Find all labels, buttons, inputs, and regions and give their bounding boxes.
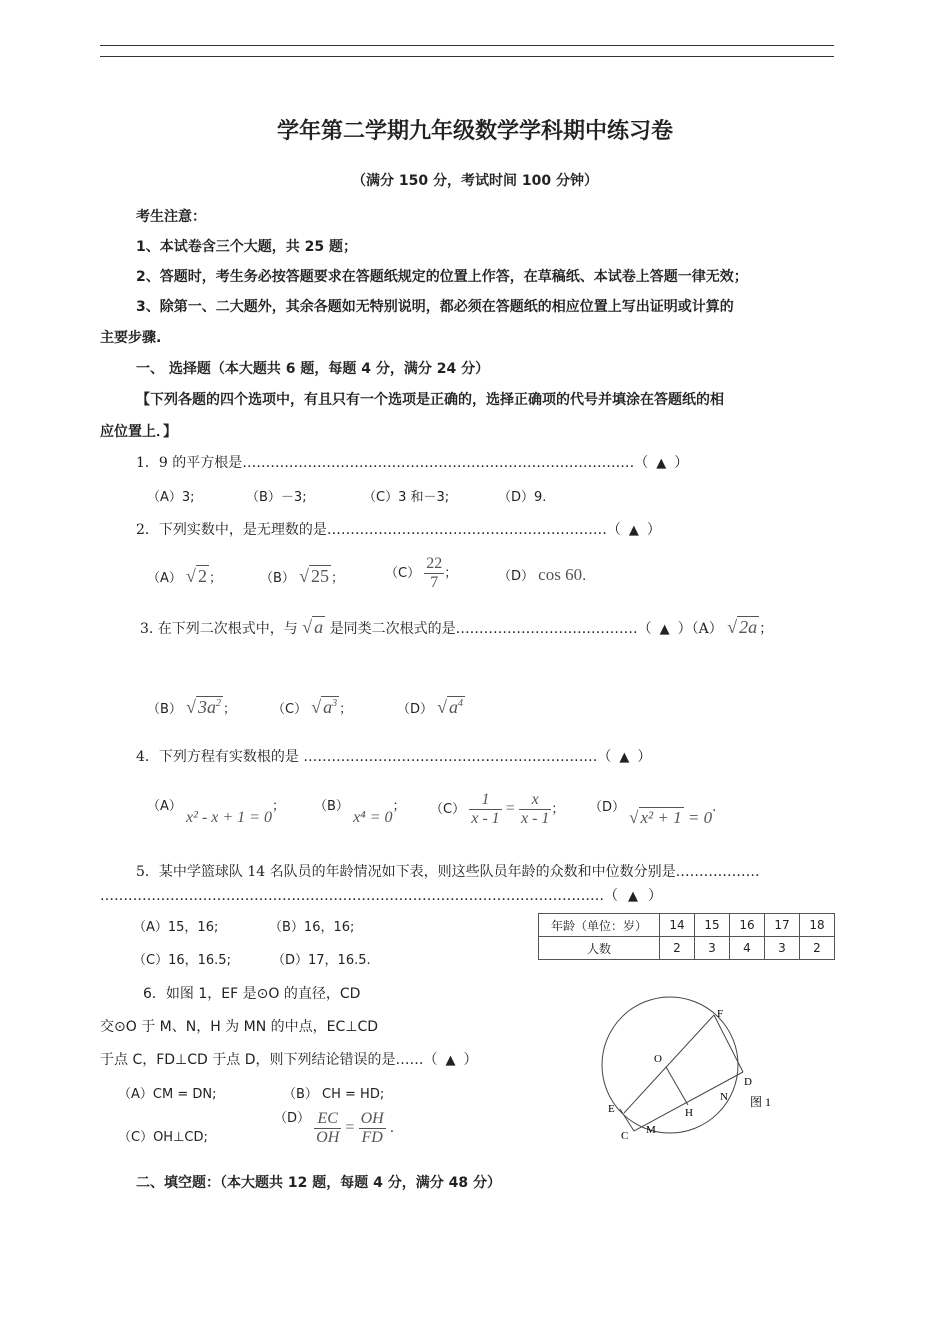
radicand: a <box>449 697 459 717</box>
age-table <box>538 913 835 960</box>
numerator: EC <box>314 1110 341 1129</box>
option-label: （C） <box>385 566 421 581</box>
separator: ； <box>330 571 344 586</box>
answer-mark: ▲ <box>445 1053 456 1068</box>
q2-stem: 2．下列实数中，是无理数的是……………………………………………………（ <box>136 522 621 538</box>
option-label: （B） <box>314 799 349 814</box>
table-cell: 3 <box>695 937 730 960</box>
denominator: x - 1 <box>471 810 500 827</box>
exponent: 2 <box>215 698 221 709</box>
table-row <box>539 914 835 937</box>
point-label: F <box>717 1008 724 1020</box>
q5-stem-2: ………………………………………………………………………………………………（ <box>100 888 618 904</box>
q3-option-d: （D） √ $a^4$ <box>397 697 464 717</box>
q5-option-b: （B）16，16; <box>269 920 355 935</box>
page-subtitle: （满分 150 分，考试时间 100 分钟） <box>352 173 598 189</box>
radicand: x² + 1 <box>640 808 682 827</box>
option-label: （D） <box>397 702 434 717</box>
q3-option-c: （C） √ $a^3$ ； <box>272 697 353 717</box>
separator: ； <box>392 799 406 814</box>
exponent: 3 <box>332 698 338 709</box>
question-stem <box>136 519 661 539</box>
notice-item: 主要步骤. <box>100 330 162 346</box>
point-label: E <box>608 1103 615 1115</box>
q6-option-a: （A）CM = DN; <box>118 1087 217 1102</box>
section-instruction: 应位置上．】 <box>100 424 177 440</box>
q6-option-b: （B） CH = HD; <box>283 1087 385 1102</box>
table-cell: 17 <box>765 914 800 937</box>
separator: ； <box>551 802 565 817</box>
q4-option-b <box>314 795 406 826</box>
q2-option-c <box>385 555 457 592</box>
segment-ec <box>620 1109 634 1131</box>
table-row-header: 年龄（单位：岁） <box>539 914 660 937</box>
q6-option-d <box>274 1110 394 1147</box>
q4-stem: 4．下列方程有实数根的是 ………………………………………………………（ <box>136 749 612 765</box>
denominator: OH <box>316 1129 340 1146</box>
option-label: （D） <box>274 1111 311 1126</box>
numerator: OH <box>360 1110 384 1127</box>
radicand: 3a <box>197 697 216 717</box>
radicand: 2 <box>197 566 207 586</box>
segment-oh <box>666 1067 688 1105</box>
question-stem <box>100 1049 478 1069</box>
q5-option-a: （A）15，16; <box>133 920 219 935</box>
denominator: 7 <box>430 574 439 591</box>
table-cell: 3 <box>765 937 800 960</box>
q5-option-d: （D）17，16.5. <box>272 953 371 968</box>
option-label: （B） <box>147 702 182 717</box>
section-title: 二、填空题：（本大题共 12 题，每题 4 分，满分 48 分） <box>136 1175 501 1191</box>
math-expression: x² - x + 1 = 0 <box>186 809 272 826</box>
q1-option-a: （A）3; <box>147 490 195 505</box>
separator: ； <box>271 799 285 814</box>
question-stem <box>100 885 662 905</box>
radicand: a <box>323 697 333 717</box>
q3-option-b: （B） √ $3a^2$ ； <box>147 697 236 717</box>
table-row-header: 人数 <box>539 937 660 960</box>
denominator: x - 1 <box>520 810 550 827</box>
question-stem: 交⊙O 于 M、N，H 为 MN 的中点，EC⊥CD <box>100 1019 379 1035</box>
q5-close: ） <box>648 888 662 904</box>
section-instruction: 【下列各题的四个选项中，有且只有一个选项是正确的，选择正确项的代号并填涂在答题纸的相 <box>136 392 724 408</box>
diameter-ef <box>624 1015 714 1113</box>
separator: . <box>582 569 587 584</box>
point-label: O <box>654 1053 662 1065</box>
separator: ； <box>339 702 353 717</box>
q6-stem-3: 于点 C，FD⊥CD 于点 D，则下列结论错误的是……（ <box>100 1052 438 1068</box>
equals-sign: = <box>505 800 515 817</box>
point-label: C <box>621 1130 629 1142</box>
q1-option-d: （D）9. <box>498 490 547 505</box>
equals-sign: = <box>345 1119 355 1136</box>
table-cell: 15 <box>695 914 730 937</box>
notice-item: 1、本试卷含三个大题，共 25 题； <box>136 239 357 255</box>
header-rule-top <box>100 45 834 46</box>
table-cell: 16 <box>730 914 765 937</box>
option-label: （B） <box>260 571 295 586</box>
q1-close: ） <box>674 455 689 471</box>
math-expression: = 0 <box>687 808 713 827</box>
option-label: （C） <box>430 802 466 817</box>
numerator: 22 <box>426 555 443 572</box>
table-cell: 14 <box>660 914 695 937</box>
table-cell: 2 <box>660 937 695 960</box>
denominator: FD <box>361 1129 383 1146</box>
q3-close: ）（A） <box>677 621 723 637</box>
table-cell: 4 <box>730 937 765 960</box>
option-label: （D） <box>589 800 626 815</box>
q2-option-a: （A） √ 2 ； <box>147 566 222 586</box>
numerator: x <box>519 791 551 810</box>
point-label: N <box>720 1091 728 1103</box>
numerator: 1 <box>469 791 501 810</box>
answer-mark: ▲ <box>619 750 630 765</box>
q3-stem-2: 是同类二次根式的是…………………………………（ <box>329 621 652 637</box>
option-label: （D） <box>498 569 535 584</box>
question-stem <box>136 746 651 766</box>
notice-item: 2、答题时，考生务必按答题要求在答题纸规定的位置上作答，在草稿纸、本试卷上答题一律无效； <box>136 269 748 285</box>
q4-option-d: （D） √ x² + 1 = 0. <box>589 800 717 827</box>
separator: ； <box>222 702 236 717</box>
page-title: 学年第二学期九年级数学学科期中练习卷 <box>276 119 673 144</box>
separator: . <box>712 800 717 815</box>
option-label: （A） <box>147 571 182 586</box>
point-label: M <box>646 1124 656 1136</box>
answer-mark: ▲ <box>628 889 638 904</box>
q4-option-a <box>147 795 285 826</box>
notice-item: 3、除第一、二大题外，其余各题如无特别说明，都必须在答题纸的相应位置上写出证明或计算的 <box>136 299 734 315</box>
q4-option-c <box>430 791 564 828</box>
math-expression: x⁴ = 0 <box>353 809 393 826</box>
question-stem: 3. 在下列二次根式中，与 √ a 是同类二次根式的是…………………………………（ ▲ ）（A） √ 2a ； <box>140 617 774 637</box>
section-title: 一、 选择题（本大题共 6 题，每题 4 分，满分 24 分） <box>136 361 490 377</box>
separator: ； <box>208 571 222 586</box>
separator: . <box>389 1121 394 1136</box>
q6-close: ） <box>463 1052 478 1068</box>
q6-option-c: （C）OH⊥CD; <box>118 1130 208 1145</box>
table-cell: 2 <box>800 937 835 960</box>
q4-close: ） <box>637 749 652 765</box>
exponent: 4 <box>458 698 464 709</box>
q3-stem: 3. 在下列二次根式中，与 <box>140 621 298 637</box>
separator: ； <box>444 566 458 581</box>
math-expression: cos 60 <box>538 565 583 584</box>
option-label: （C） <box>272 702 308 717</box>
q1-stem: 1．9 的平方根是…………………………………………………………………………（ <box>136 455 649 471</box>
radicand: 2a <box>739 617 758 637</box>
q1-option-b: （B）－3; <box>246 490 307 505</box>
q2-option-d <box>498 565 586 585</box>
question-stem: 6．如图 1，EF 是⊙O 的直径，CD <box>143 986 361 1002</box>
answer-mark: ▲ <box>659 622 670 637</box>
answer-mark: ▲ <box>656 456 667 471</box>
separator: ； <box>759 621 774 637</box>
point-label: D <box>744 1076 752 1088</box>
header-rule-bottom <box>100 56 834 57</box>
question-stem <box>136 452 688 472</box>
geometry-figure <box>590 995 790 1145</box>
figure-caption: 图 1 <box>750 1095 772 1109</box>
notice-heading: 考生注意： <box>136 209 206 225</box>
segment-fd <box>714 1015 743 1072</box>
answer-mark: ▲ <box>628 523 639 538</box>
question-stem: 5．某中学篮球队 14 名队员的年龄情况如下表，则这些队员年龄的众数和中位数分别是……………… <box>136 864 760 880</box>
q2-option-b: （B） √ 25 ； <box>260 566 344 586</box>
table-row <box>539 937 835 960</box>
q5-option-c: （C）16，16.5; <box>133 953 231 968</box>
option-label: （A） <box>147 799 182 814</box>
q1-option-c: （C）3 和－3; <box>363 490 450 505</box>
q2-close: ） <box>646 522 661 538</box>
table-cell: 18 <box>800 914 835 937</box>
point-label: H <box>685 1107 693 1119</box>
radicand: a <box>314 617 324 637</box>
radicand: 25 <box>310 566 329 586</box>
